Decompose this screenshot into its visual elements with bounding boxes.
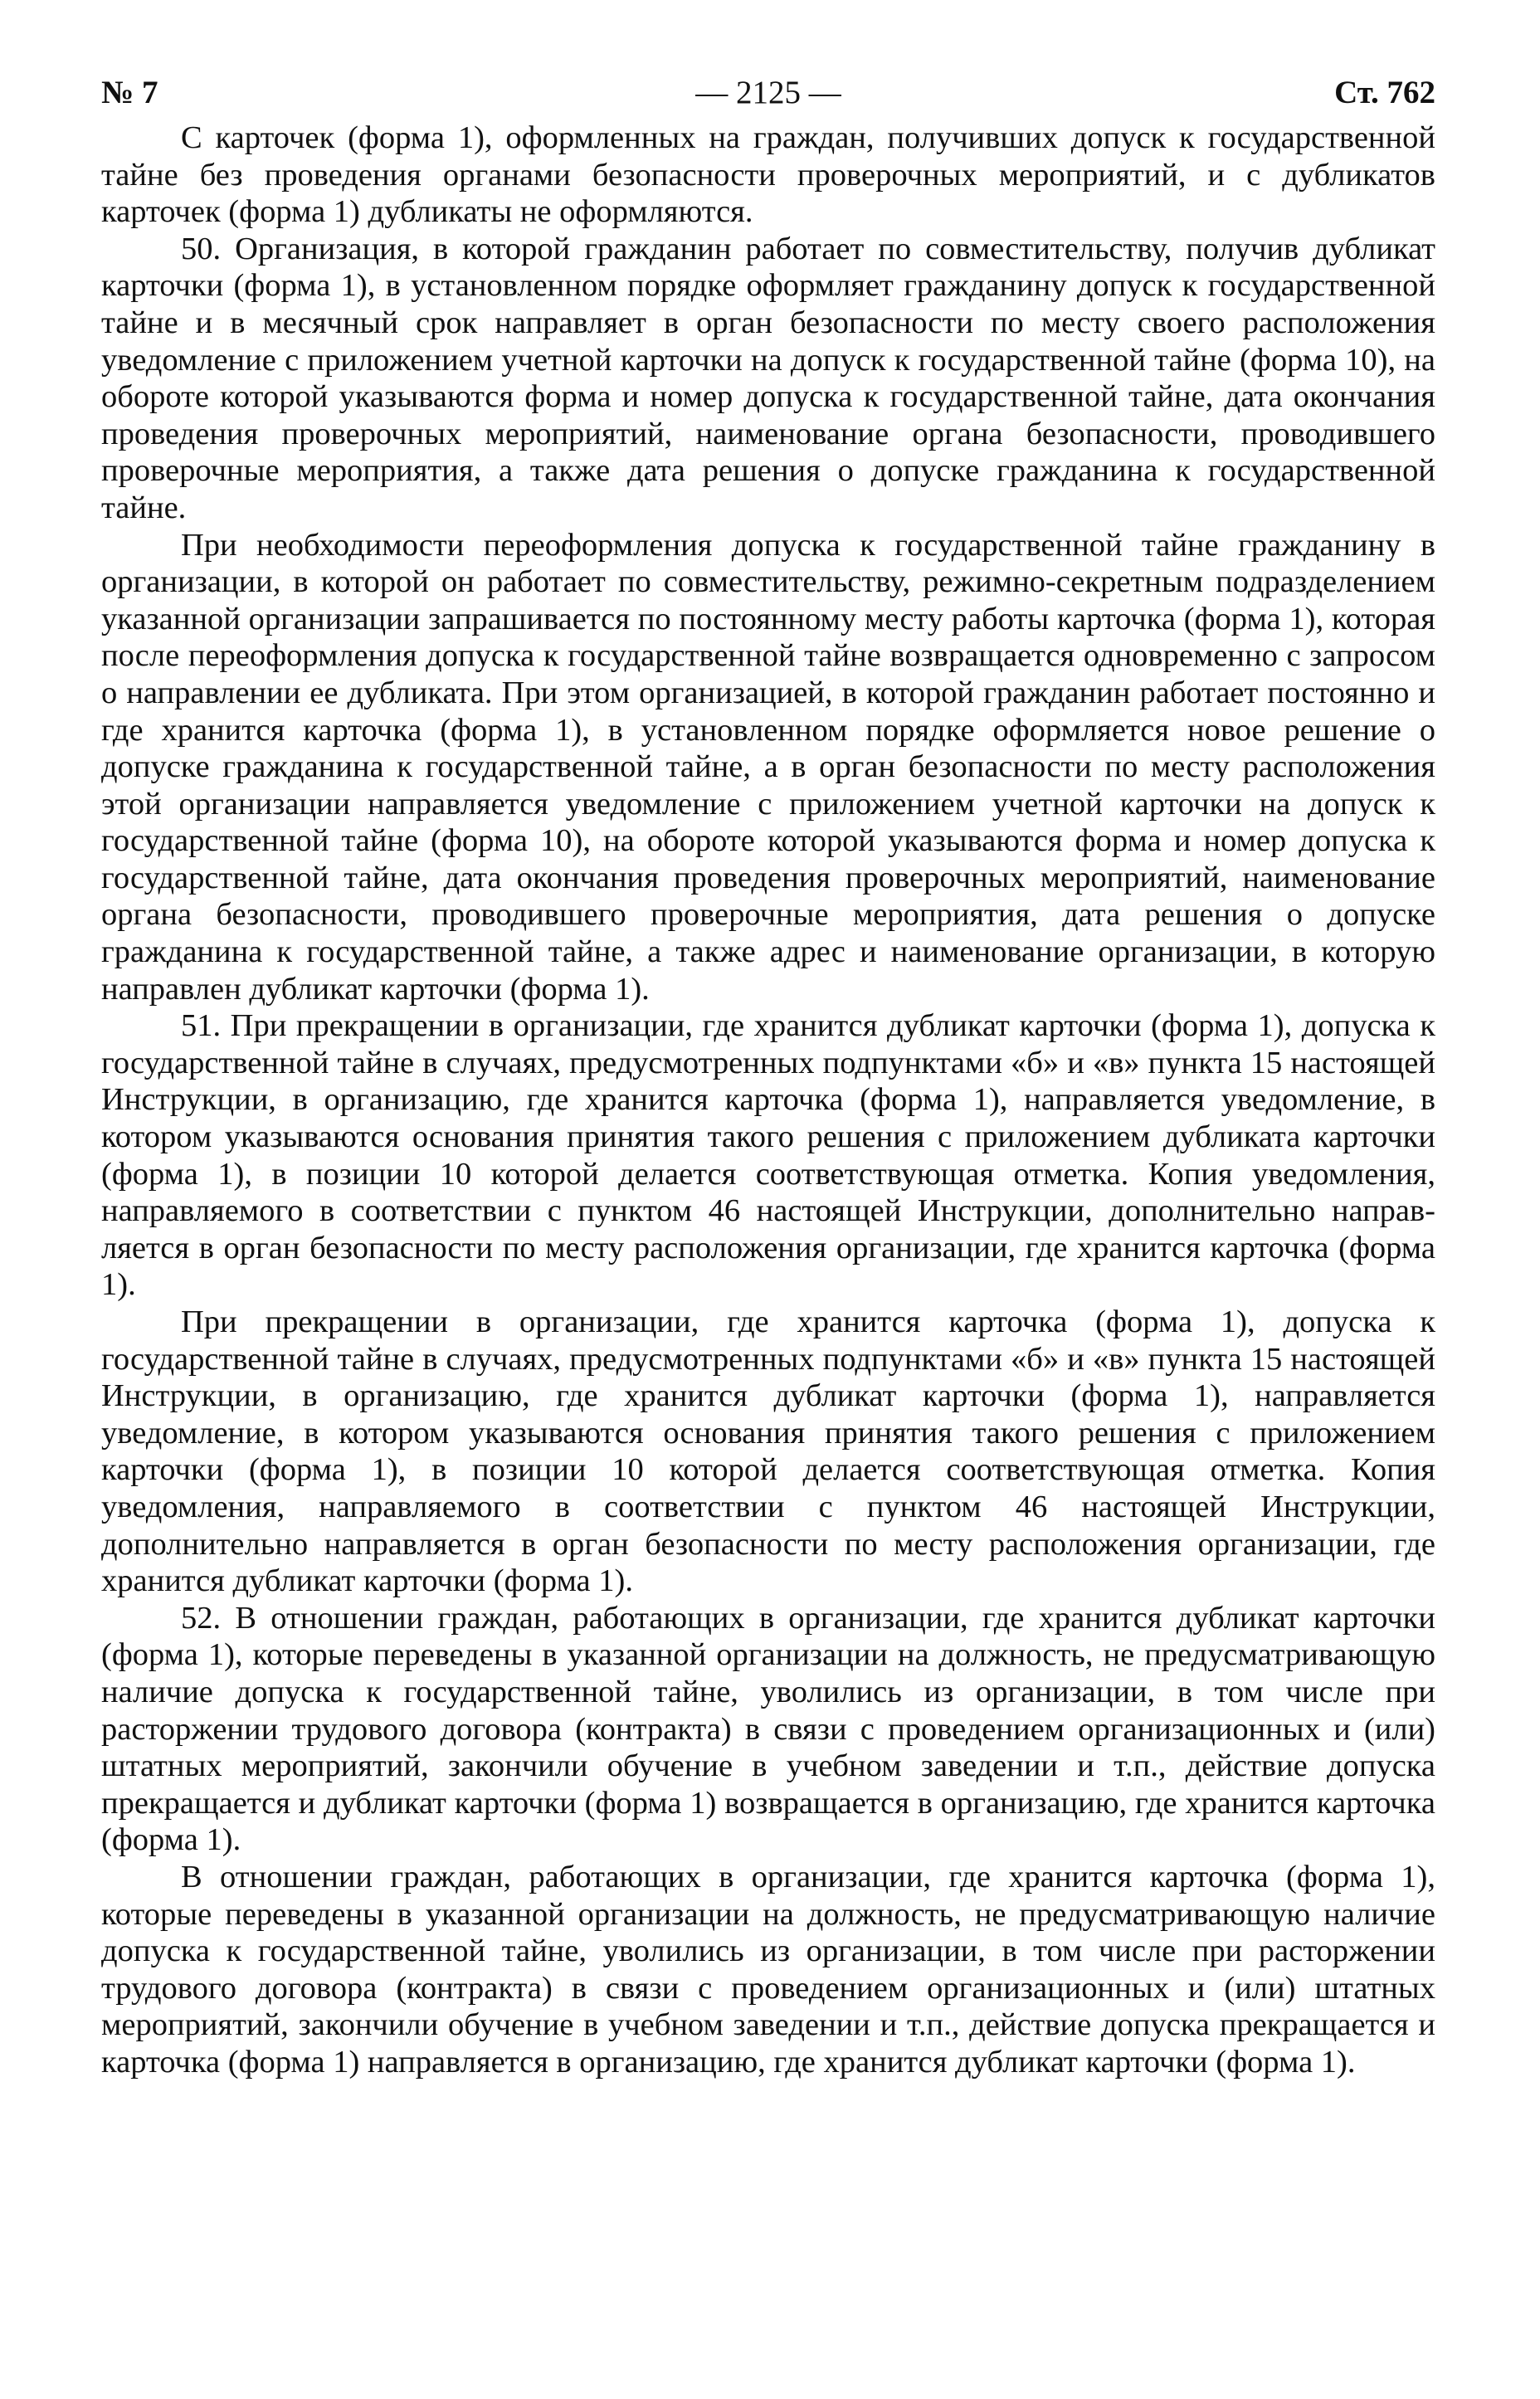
page-number: — 2125 —	[695, 75, 841, 110]
document-page	[101, 68, 1435, 2080]
page-header	[101, 68, 1435, 118]
paragraph-52-card: В отношении граждан, работающих в организации, где хранится карточка (форма 1), которые переведены в указанной организации на должность, не предусматривающую наличие допуска к государственной тайне, уволились из организации, в том числе при расторжении трудового договора (контракта) в связи с проведением организационных и (или) штатных мероприятий, закончили обучение в учебном заведении и т.п., действие допуска прекращается и карточка (форма 1) направляется в организацию, где хранится дубликат карточки (форма 1).	[101, 1859, 1435, 2080]
document-body	[101, 119, 1435, 2080]
paragraph-duplicates-note: С карточек (форма 1), оформленных на граждан, получивших допуск к государственной тайне без проведения органами безопасности проверочных мероприятий, и с дубликатов карточек (форма 1) дубликаты не оформляются.	[101, 120, 1435, 230]
paragraph-52: 52. В отношении граждан, работающих в организации, где хранится дубликат карточки (форма 1), которые переведены в указанной организации на должность, не предусматривающую наличие допуска к государственной тайне, уволились из организации, в том числе при расторжении трудового договора (контракта) в связи с проведением организационных и (или) штатных мероприятий, закончили обучение в учебном заведении и т.п., действие допуска прекращается и дубликат карточки (форма 1) возвращается в организацию, где хранится карточка (форма 1).	[101, 1600, 1435, 1858]
paragraph-51-termination: При прекращении в организации, где хранится карточка (форма 1), допуска к государственной тайне в случаях, предусмотренных подпунктами «б» и «в» пункта 15 настоящей Инструкции, в организацию, где хранится дубликат карточки (форма 1), направляется уведомление, в котором указываются основания принятия такого решения с приложением карточки (форма 1), в позиции 10 которой делается соответствующая отметка. Копия уведомления, направляемого в соответствии с пунктом 46 настоящей Инструкции, дополнительно направляется в орган безопасности по месту расположения организации, где хранится дубликат карточки (форма 1).	[101, 1304, 1435, 1599]
article-number: Ст. 762	[1334, 75, 1435, 110]
issue-number: № 7	[101, 75, 158, 110]
paragraph-50: 50. Организация, в которой гражданин работает по совместительству, получив дубликат карточки (форма 1), в установленном порядке оформляет гражданину допуск к государственной тайне и в месячный срок направляет в орган безопасности по месту своего расположения уведомление с приложением учетной карточки на допуск к государственной тайне (форма 10), на обороте которой указываются форма и номер допуска к государственной тайне, дата окончания проведения проверочных мероприятий, наименование органа безопасности, проводившего проверочные мероприятия, а также дата решения о допуске гражданина к государственной тайне.	[101, 231, 1435, 525]
paragraph-51: 51. При прекращении в организации, где хранится дубликат карточки (форма 1), допуска к государственной тайне в случаях, предусмотренных подпунктами «б» и «в» пункта 15 настоящей Инструкции, в организацию, где хранится карточка (форма 1), направляется уведомление, в котором указываются основания принятия такого решения с приложением дубликата карточки (форма 1), в позиции 10 которой делается соответствующая отметка. Копия уведомления, направляемого в соответствии с пунктом 46 настоящей Инструкции, дополнительно направляется в орган безопасности по месту расположения организации, где хранится карточка (форма 1).	[101, 1008, 1435, 1303]
paragraph-50-reissue: При необходимости переоформления допуска к государственной тайне гражданину в организации, в которой он работает по совместительству, режимно-секретным подразделением указанной организации запрашивается по постоянному месту работы карточка (форма 1), которая после переоформления допуска к государственной тайне возвращается одновременно с запросом о направлении ее дубликата. При этом организацией, в которой гражданин работает постоянно и где хранится карточка (форма 1), в установленном порядке оформляется новое решение о допуске гражданина к государственной тайне, а в орган безопасности по месту расположения этой организации направляется уведомление с приложением учетной карточки на допуск к государственной тайне (форма 10), на обороте которой указываются форма и номер допуска к государственной тайне, дата окончания проведения проверочных мероприятий, наименование органа безопасности, проводившего проверочные мероприятия, дата решения о допуске гражданина к государственной тайне, а также адрес и наименование организации, в которую направлен дубликат карточки (форма 1).	[101, 527, 1435, 1007]
